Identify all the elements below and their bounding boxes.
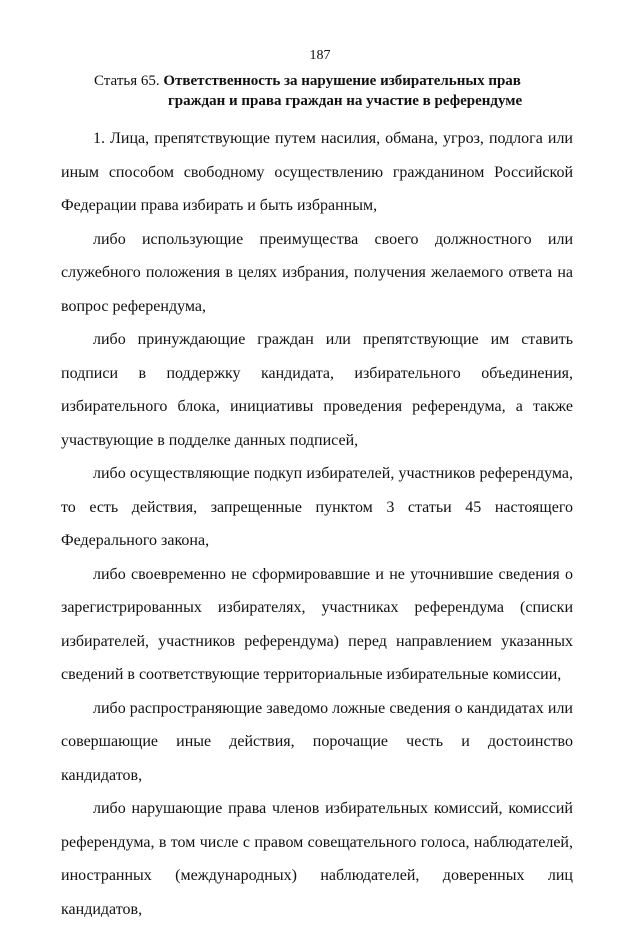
article-body <box>61 122 573 926</box>
article-number: Статья 65. <box>94 73 160 89</box>
paragraph: либо осуществляющие подкуп избирателей, участников референдума, то есть действия, запрещенные пунктом 3 статьи 45 настоящего Федерального закона, <box>61 465 573 549</box>
paragraph: либо своевременно не сформировавшие и не уточнившие сведения о зарегистрированных избирателях, участниках референдума (списки избирателей, участников референдума) перед направлением указанных сведений в соответствующие территориальные избирательные комиссии, <box>61 565 573 683</box>
paragraph: либо использующие преимущества своего должностного или служебного положения в целях избрания, получения желаемого ответа на вопрос референдума, <box>61 230 573 315</box>
paragraph: либо принуждающие граждан или препятствующие им ставить подписи в поддержку кандидата, избирательного объединения, избирательного блока, инициативы проведения референдума, а также участвующие в подделке данных подписей, <box>61 331 573 449</box>
page-number: 187 <box>309 48 331 63</box>
paragraph: либо нарушающие права членов избирательных комиссий, комиссий референдума, в том числе с правом совещательного голоса, наблюдателей, иностранных (международных) наблюдателей, доверенных лиц кандидатов, <box>61 800 573 918</box>
article-heading <box>94 71 554 111</box>
article-title-line1: Ответственность за нарушение избирательных прав <box>163 73 521 89</box>
paragraph: либо распространяющие заведомо ложные сведения о кандидатах или совершающие иные действия, порочащие честь и достоинство кандидатов, <box>61 699 573 784</box>
article-title-line2: граждан и права граждан на участие в референдуме <box>168 93 523 109</box>
paragraph: 1. Лица, препятствующие путем насилия, обмана, угроз, подлога или иным способом свободному осуществлению гражданином Российской Федерации права избирать и быть избранным, <box>61 130 573 214</box>
